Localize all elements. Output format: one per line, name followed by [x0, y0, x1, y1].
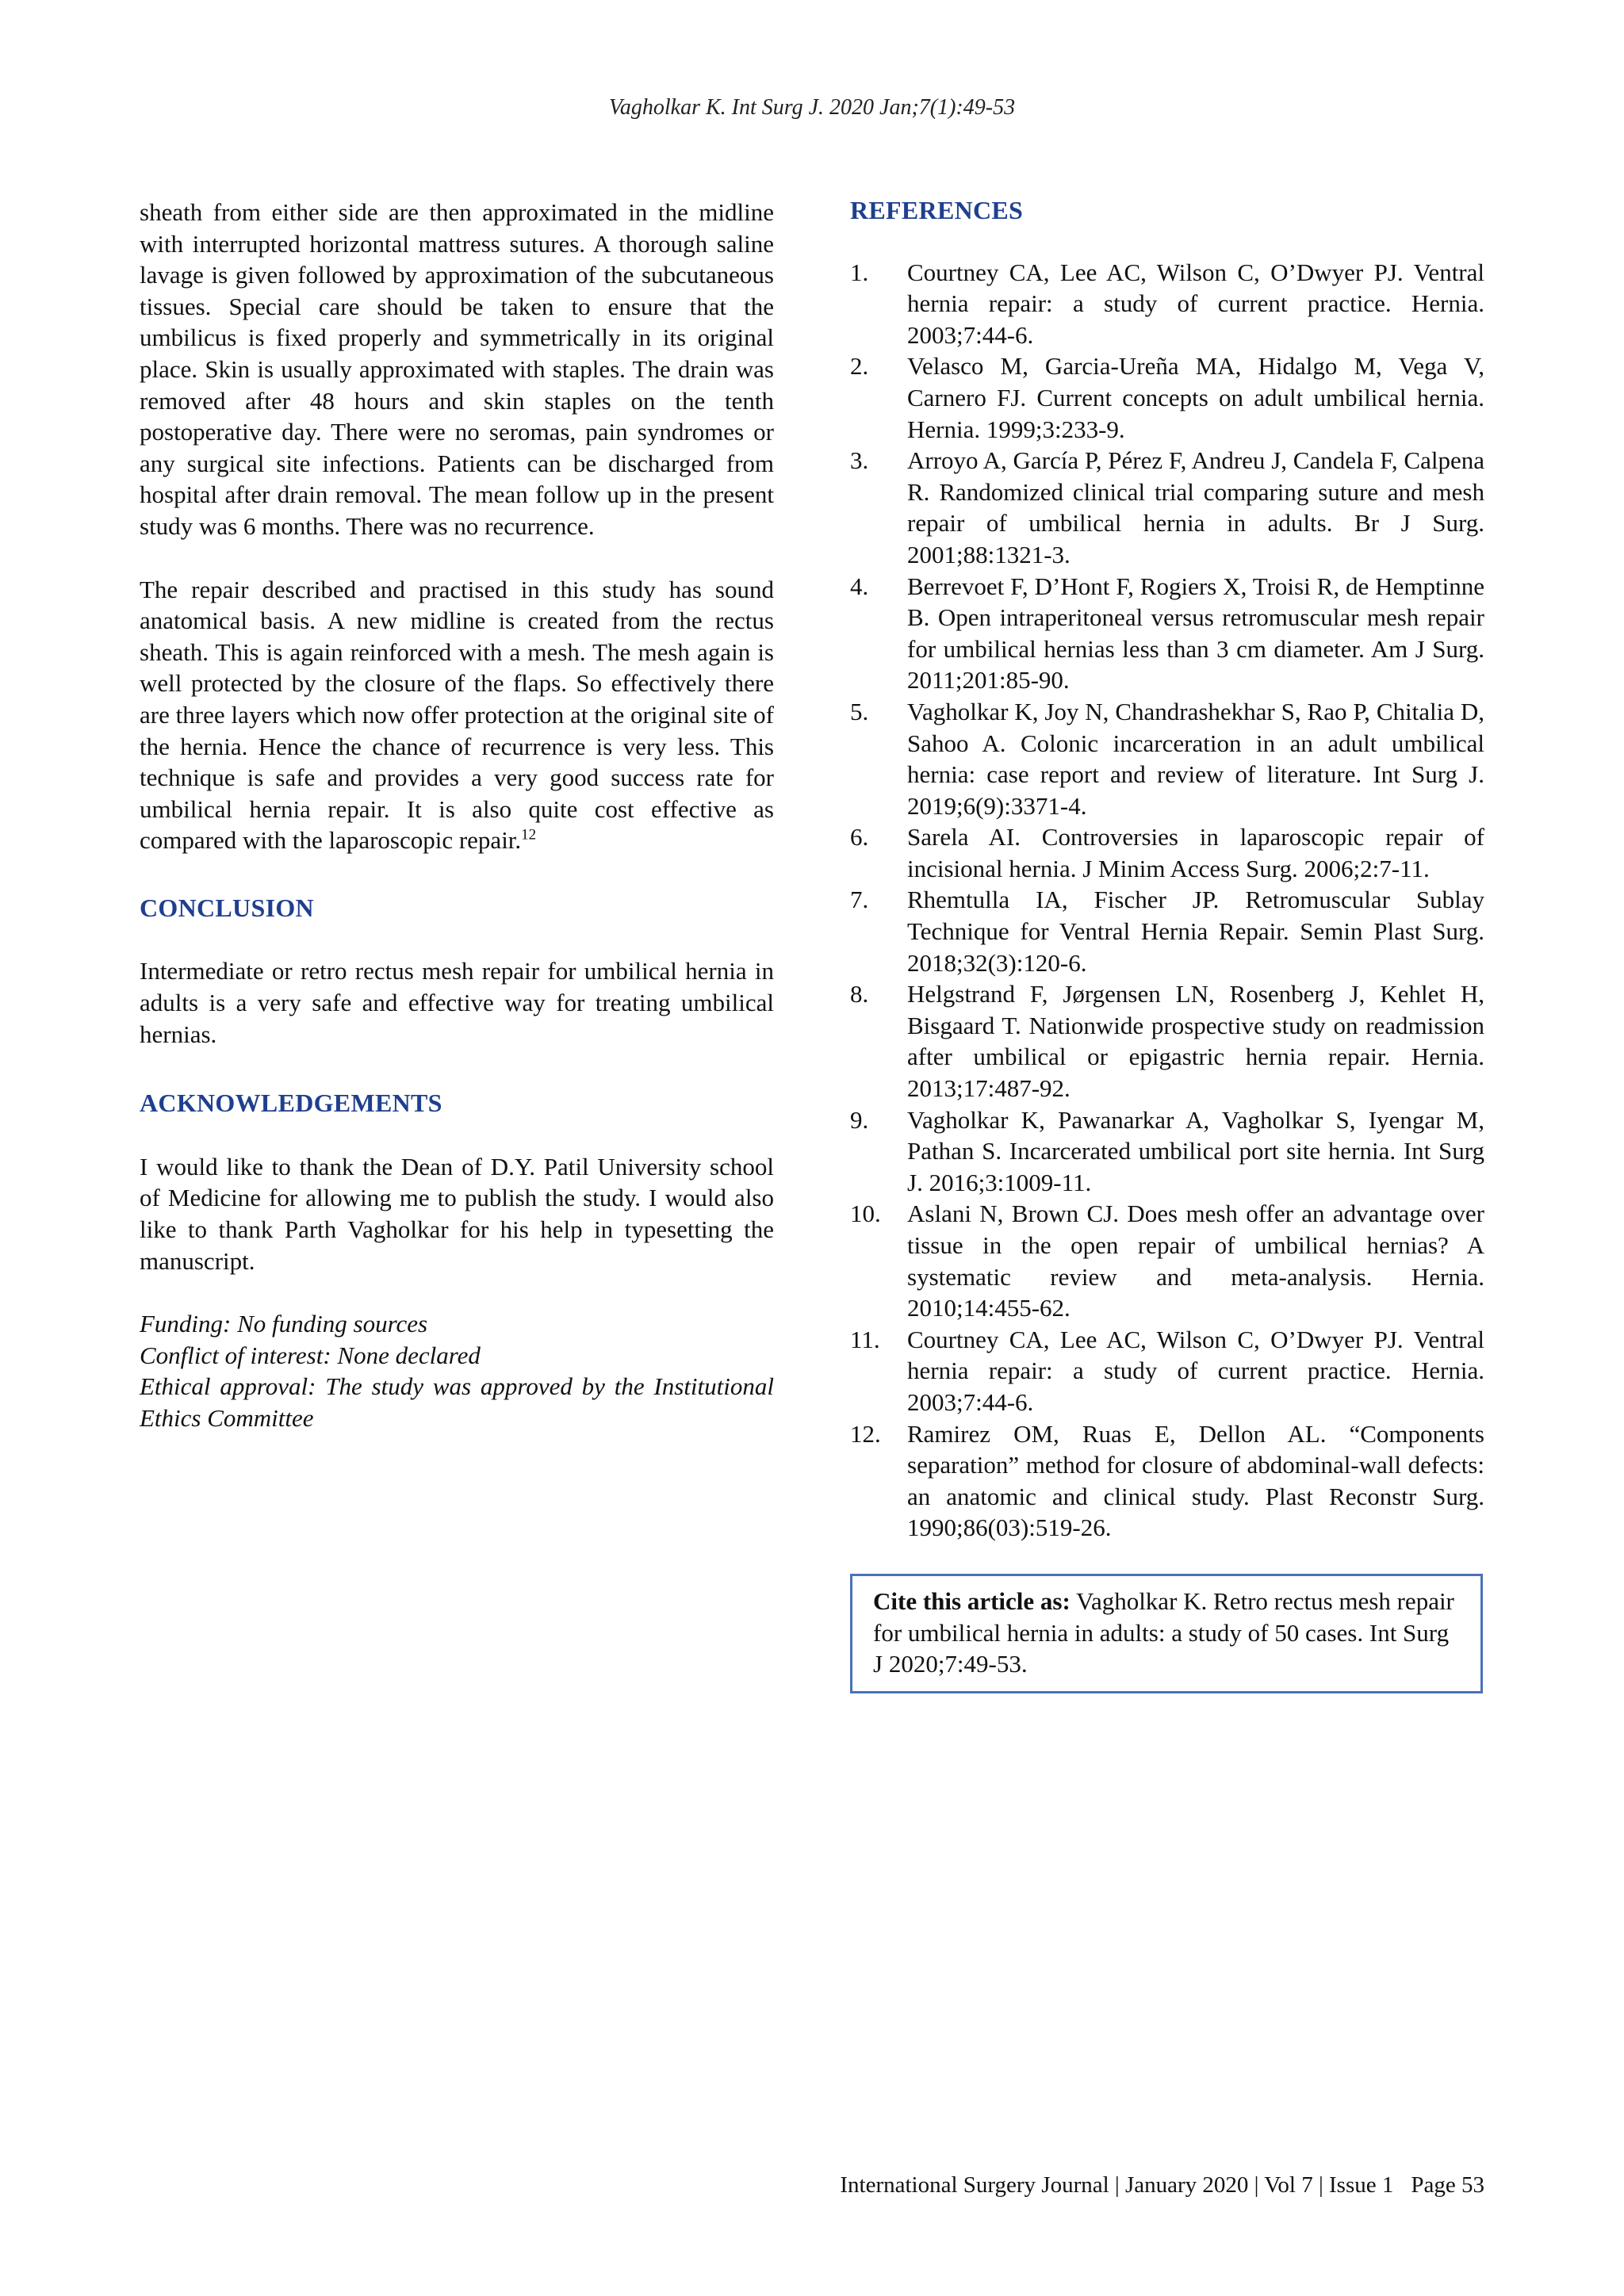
references-list [850, 257, 1484, 1544]
reference-item [850, 884, 1484, 978]
reference-text: Arroyo A, García P, Pérez F, Andreu J, Candela F, Calpena R. Randomized clinical trial comparing suture and mesh repair of umbilical hernia in adults. Br J Surg. 2001;88:1321-3. [907, 446, 1484, 568]
reference-number: 11. [850, 1325, 880, 1353]
reference-item [850, 571, 1484, 696]
reference-item [850, 350, 1484, 445]
conflict-statement: Conflict of interest: None declared [140, 1341, 481, 1369]
reference-text: Vagholkar K, Pawanarkar A, Vagholkar S, Iyengar M, Pathan S. Incarcerated umbilical port site hernia. Int Surg J. 2016;3:1009-11. [907, 1105, 1484, 1196]
acknowledgements-heading: ACKNOWLEDGEMENTS [140, 1089, 442, 1118]
conclusion-text: Intermediate or retro rectus mesh repair for umbilical hernia in adults is a very safe and effective way for treating umbilical hernias. [140, 957, 774, 1048]
body-paragraph-2 [140, 574, 774, 856]
reference-number: 5. [850, 697, 869, 725]
reference-text: Courtney CA, Lee AC, Wilson C, O’Dwyer PJ. Ventral hernia repair: a study of current practice. Hernia. 2003;7:44-6. [907, 258, 1484, 349]
reference-text: Courtney CA, Lee AC, Wilson C, O’Dwyer PJ. Ventral hernia repair: a study of current practice. Hernia. 2003;7:44-6. [907, 1325, 1484, 1416]
reference-text: Velasco M, Garcia-Ureña MA, Hidalgo M, Vega V, Carnero FJ. Current concepts on adult umbilical hernia. Hernia. 1999;3:233-9. [907, 352, 1484, 443]
reference-text: Vagholkar K, Joy N, Chandrashekhar S, Rao P, Chitalia D, Sahoo A. Colonic incarceration in an adult umbilical hernia: case report and review of literature. Int Surg J. 2019;6(9):3371-4. [907, 697, 1484, 820]
reference-text: Helgstrand F, Jørgensen LN, Rosenberg J, Kehlet H, Bisgaard T. Nationwide prospective study on readmission after umbilical or epigastric hernia repair. Hernia. 2013;17:487-92. [907, 980, 1484, 1103]
reference-text: Berrevoet F, D’Hont F, Rogiers X, Troisi R, de Hemptinne B. Open intraperitoneal versus retromuscular mesh repair for umbilical hernias less than 3 cm diameter. Am J Surg. 2011;201:85-90. [907, 572, 1484, 695]
reference-item [850, 1198, 1484, 1323]
funding-statement: Funding: No funding sources [140, 1310, 428, 1338]
reference-item [850, 821, 1484, 884]
reference-item [850, 1418, 1484, 1544]
cite-this-article-box [850, 1574, 1483, 1693]
reference-text: Rhemtulla IA, Fischer JP. Retromuscular Sublay Technique for Ventral Hernia Repair. Semin Plast Surg. 2018;32(3):120-6. [907, 886, 1484, 977]
left-column [140, 197, 774, 1434]
reference-number: 1. [850, 258, 869, 286]
acknowledgements-text: I would like to thank the Dean of D.Y. Patil University school of Medicine for allowing me to publish the study. I would also like to thank Parth Vagholkar for his help in typesetting the manuscript. [140, 1152, 774, 1275]
reference-text: Ramirez OM, Ruas E, Dellon AL. “Components separation” method for closure of abdominal-wall defects: an anatomic and clinical study. Plast Reconstr Surg. 1990;86(03):519-26. [907, 1419, 1484, 1542]
citation-superscript: 12 [521, 826, 537, 844]
right-column [850, 195, 1484, 1693]
running-header: Vagholkar K. Int Surg J. 2020 Jan;7(1):49-53 [608, 95, 1016, 120]
declarations [140, 1308, 774, 1433]
reference-text: Aslani N, Brown CJ. Does mesh offer an advantage over tissue in the open repair of umbilical hernias? A systematic review and meta-analysis. Hernia. 2010;14:455-62. [907, 1200, 1484, 1322]
reference-number: 8. [850, 980, 869, 1008]
ethical-statement: Ethical approval: The study was approved by the Institutional Ethics Committee [140, 1372, 774, 1432]
body-paragraph-1: sheath from either side are then approximated in the midline with interrupted horizontal mattress sutures. A thorough saline lavage is given followed by approximation of the subcutaneous tissues. Special care should be taken to ensure that the umbilicus is fixed properly and symmetrically in its original place. Skin is usually approximated with staples. The drain was removed after 48 hours and skin staples on the tenth postoperative day. There were no seromas, pain syndromes or any surgical site infections. Patients can be discharged from hospital after drain removal. The mean follow up in the present study was 6 months. There was no recurrence. [140, 198, 774, 540]
reference-number: 3. [850, 446, 869, 475]
references-heading: REFERENCES [850, 196, 1024, 224]
reference-item [850, 257, 1484, 351]
reference-item [850, 445, 1484, 570]
reference-number: 10. [850, 1200, 881, 1228]
reference-item [850, 1324, 1484, 1418]
conclusion-heading: CONCLUSION [140, 893, 314, 922]
page-footer [840, 2172, 1484, 2198]
reference-item [850, 978, 1484, 1104]
cite-label: Cite this article as: [873, 1586, 1071, 1615]
reference-number: 12. [850, 1419, 881, 1448]
footer-page-number: Page 53 [1411, 2172, 1484, 2198]
body-paragraph-2-text: The repair described and practised in this study has sound anatomical basis. A new midline is created from the rectus sheath. This is again reinforced with a mesh. The mesh again is well protected by the closure of the flaps. So effectively there are three layers which now offer protection at the original site of the hernia. Hence the chance of recurrence is very less. This technique is safe and provides a very good success rate for umbilical hernia repair. It is also quite cost effective as compared with the laparoscopic repair. [140, 575, 774, 855]
reference-number: 2. [850, 352, 869, 381]
cite-text: Vagholkar K. Retro rectus mesh repair for umbilical hernia in adults: a study of 50 cases. Int Surg J 2020;7:49-53. [873, 1586, 1454, 1678]
reference-text: Sarela AI. Controversies in laparoscopic repair of incisional hernia. J Minim Access Surg. 2006;2:7-11. [907, 823, 1484, 882]
reference-number: 7. [850, 886, 869, 914]
reference-number: 4. [850, 572, 869, 600]
reference-item [850, 696, 1484, 821]
reference-number: 9. [850, 1105, 869, 1134]
footer-journal-info: International Surgery Journal | January 2020 | Vol 7 | Issue 1 [840, 2172, 1394, 2198]
reference-item [850, 1104, 1484, 1199]
reference-number: 6. [850, 823, 869, 851]
